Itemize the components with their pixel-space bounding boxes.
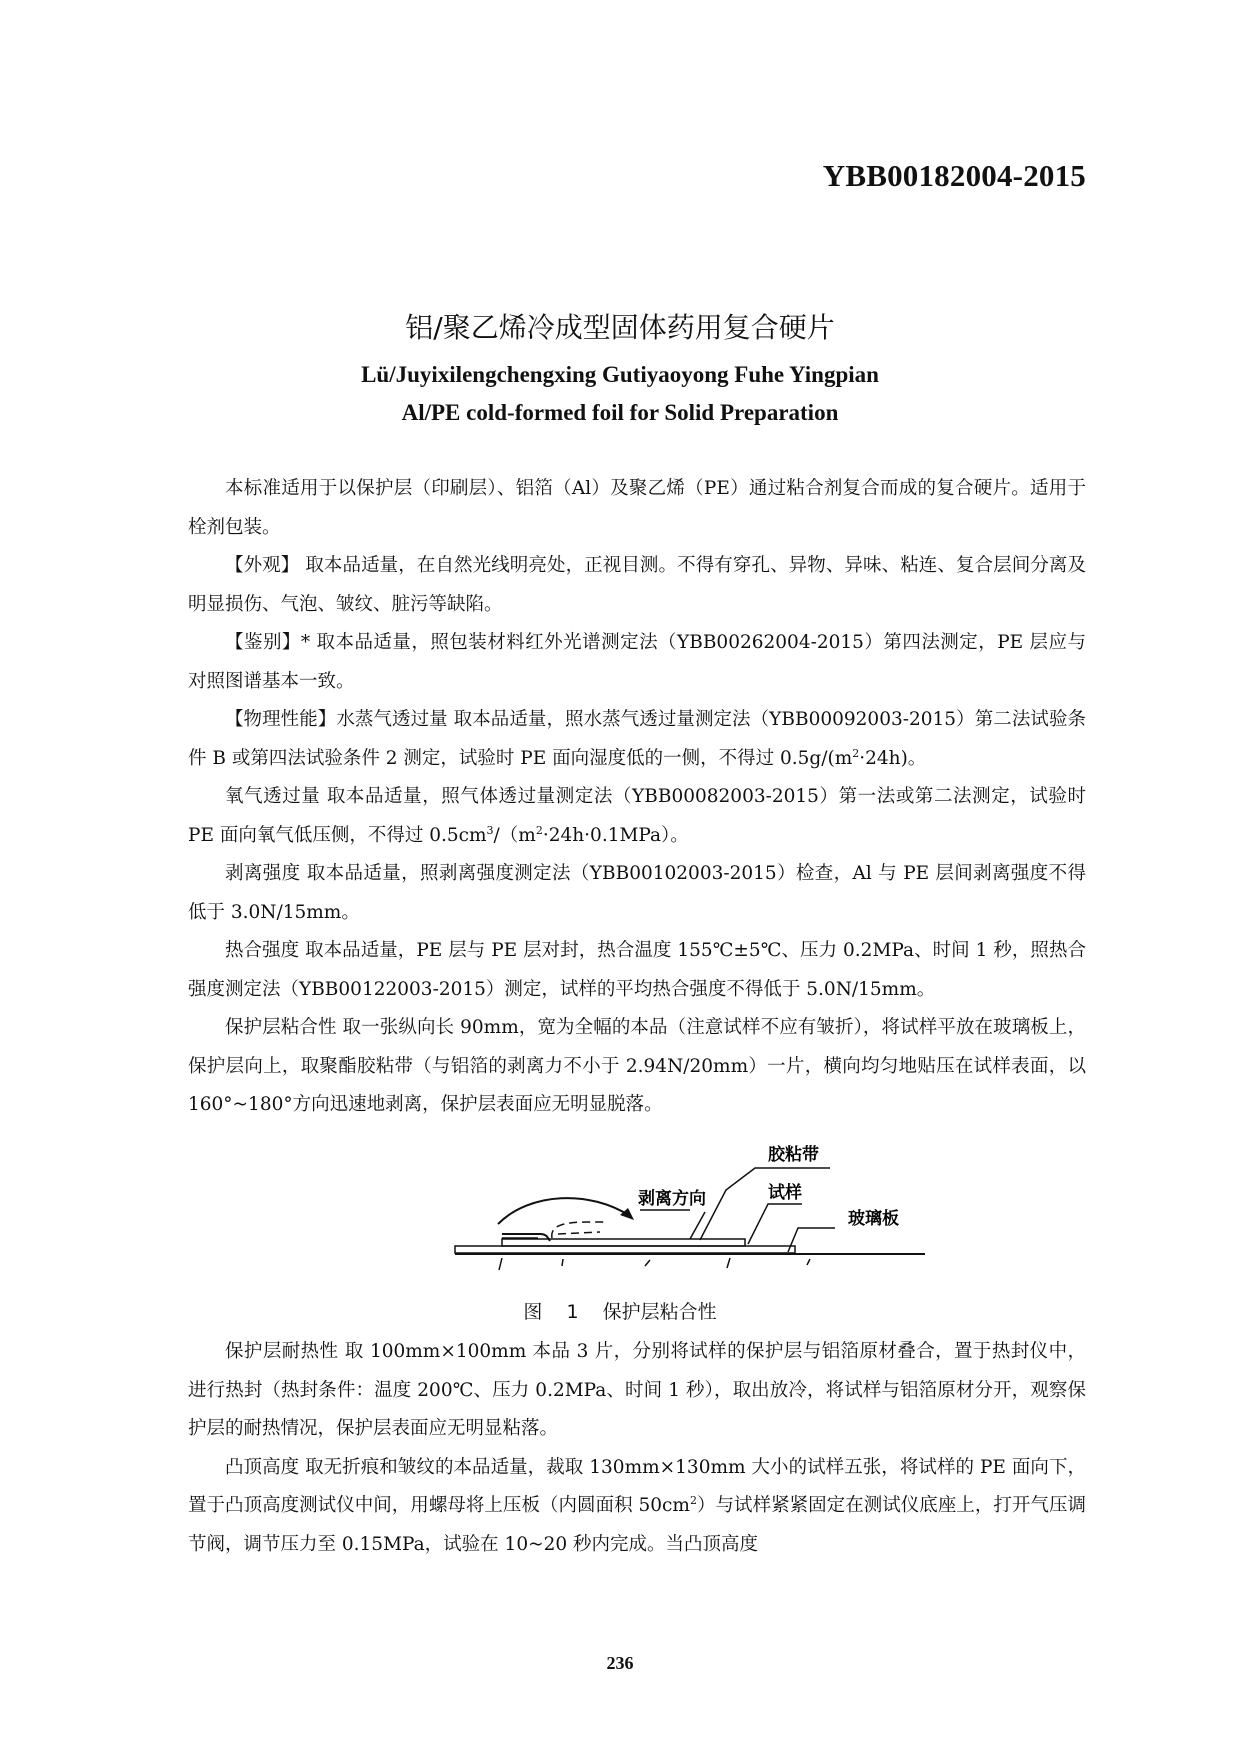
standard-code: YBB00182004-2015 <box>822 158 1086 193</box>
text-segment: 【物理性能】水蒸气透过量 取本品适量，照水蒸气透过量测定法（YBB00092003-2015）第二法试验条件 B 或第四法试验条件 2 测定，试验时 PE 面向湿度低的一侧，不得过 0.5g/(m <box>188 709 1086 769</box>
text-segment: 氧气透过量 取本品适量，照气体透过量测定法（YBB00082003-2015）第一法或第二法测定，试验时 PE 面向氧气低压侧，不得过 0.5cm <box>188 786 1086 846</box>
body-section-1 <box>188 470 1086 1125</box>
superscript: 2 <box>852 746 860 760</box>
adhesion-diagram <box>450 1142 930 1282</box>
figure-caption: 图 1 保护层粘合性 <box>523 1301 717 1323</box>
paragraph-appearance: 【外观】 取本品适量，在自然光线明亮处，正视目测。不得有穿孔、异物、异味、粘连、复合层间分离及明显损伤、气泡、皱纹、脏污等缺陷。 <box>188 555 1086 615</box>
hatch-marks <box>499 1258 810 1270</box>
label-glass: 玻璃板 <box>848 1209 899 1229</box>
leader-tape <box>700 1168 830 1240</box>
superscript: 3 <box>486 823 494 837</box>
label-tape: 胶粘带 <box>768 1145 819 1165</box>
paragraph-oxygen <box>188 778 1086 855</box>
paragraph-heat-seal: 热合强度 取本品适量，PE 层与 PE 层对封，热合温度 155℃±5℃、压力 0.2MPa、时间 1 秒，照热合强度测定法（YBB00122003-2015）测定，试样的平均热合强度不得低于 5.0N/15mm。 <box>188 940 1086 1000</box>
superscript: 2 <box>689 1493 697 1507</box>
superscript: 2 <box>535 823 543 837</box>
text-segment: ）与试样紧紧固定在测试仪底座上，打开气压调节阀，调节压力至 0.15MPa，试验在 10~20 秒内完成。当凸顶高度 <box>188 1495 1086 1555</box>
body-section-2 <box>188 1333 1086 1564</box>
text-segment: ·24h·0.1MPa）。 <box>542 824 689 846</box>
paragraph-adhesion: 保护层粘合性 取一张纵向长 90mm，宽为全幅的本品（注意试样不应有皱折），将试样平放在玻璃板上，保护层向上，取聚酯胶粘带（与铝箔的剥离力不小于 2.94N/20mm）一片，横向均匀地贴压在试样表面，以 160°~180°方向迅速地剥离，保护层表面应无明显脱落。 <box>188 1017 1086 1115</box>
title-english: Al/PE cold-formed foil for Solid Preparation <box>401 400 839 425</box>
paragraph-water-vapor <box>188 701 1086 778</box>
title-pinyin: Lü/Juyixilengchengxing Gutiyaoyong Fuhe Yingpian <box>361 362 879 387</box>
page-number: 236 <box>606 1653 634 1673</box>
paragraph-peel-strength: 剥离强度 取本品适量，照剥离强度测定法（YBB00102003-2015）检查，Al 与 PE 层间剥离强度不得低于 3.0N/15mm。 <box>188 863 1086 923</box>
text-segment: /（m <box>493 824 536 846</box>
paragraph-heat-resistance: 保护层耐热性 取 100mm×100mm 本品 3 片，分别将试样的保护层与铝箔原材叠合，置于热封仪中，进行热封（热封条件：温度 200℃、压力 0.2MPa、时间 1 秒），取出放冷，将试样与铝箔原材分开，观察保护层的耐热情况，保护层表面应无明显粘落。 <box>188 1341 1086 1439</box>
peel-curl <box>552 1222 608 1238</box>
text-segment: ·24h)。 <box>859 747 927 769</box>
sample-strip <box>502 1239 745 1246</box>
title-chinese: 铝/聚乙烯冷成型固体药用复合硬片 <box>405 311 835 344</box>
glass-plate <box>455 1246 795 1253</box>
paragraph-identification: 【鉴别】* 取本品适量，照包装材料红外光谱测定法（YBB00262004-2015）第四法测定，PE 层应与对照图谱基本一致。 <box>188 632 1086 692</box>
text-segment: 凸顶高度 取无折痕和皱纹的本品适量，裁取 130mm×130mm 大小的试样五张，将试样的 PE 面向下，置于凸顶高度测试仪中间，用螺母将上压板（内圆面积 50cm <box>188 1456 1086 1516</box>
label-sample: 试样 <box>768 1183 802 1203</box>
label-peel-direction: 剥离方向 <box>638 1189 706 1209</box>
paragraph-bulge-height <box>188 1449 1086 1565</box>
paragraph-scope: 本标准适用于以保护层（印刷层）、铝箔（Al）及聚乙烯（PE）通过粘合剂复合而成的复合硬片。适用于栓剂包装。 <box>188 478 1086 538</box>
peel-direction-arrow <box>498 1198 630 1224</box>
